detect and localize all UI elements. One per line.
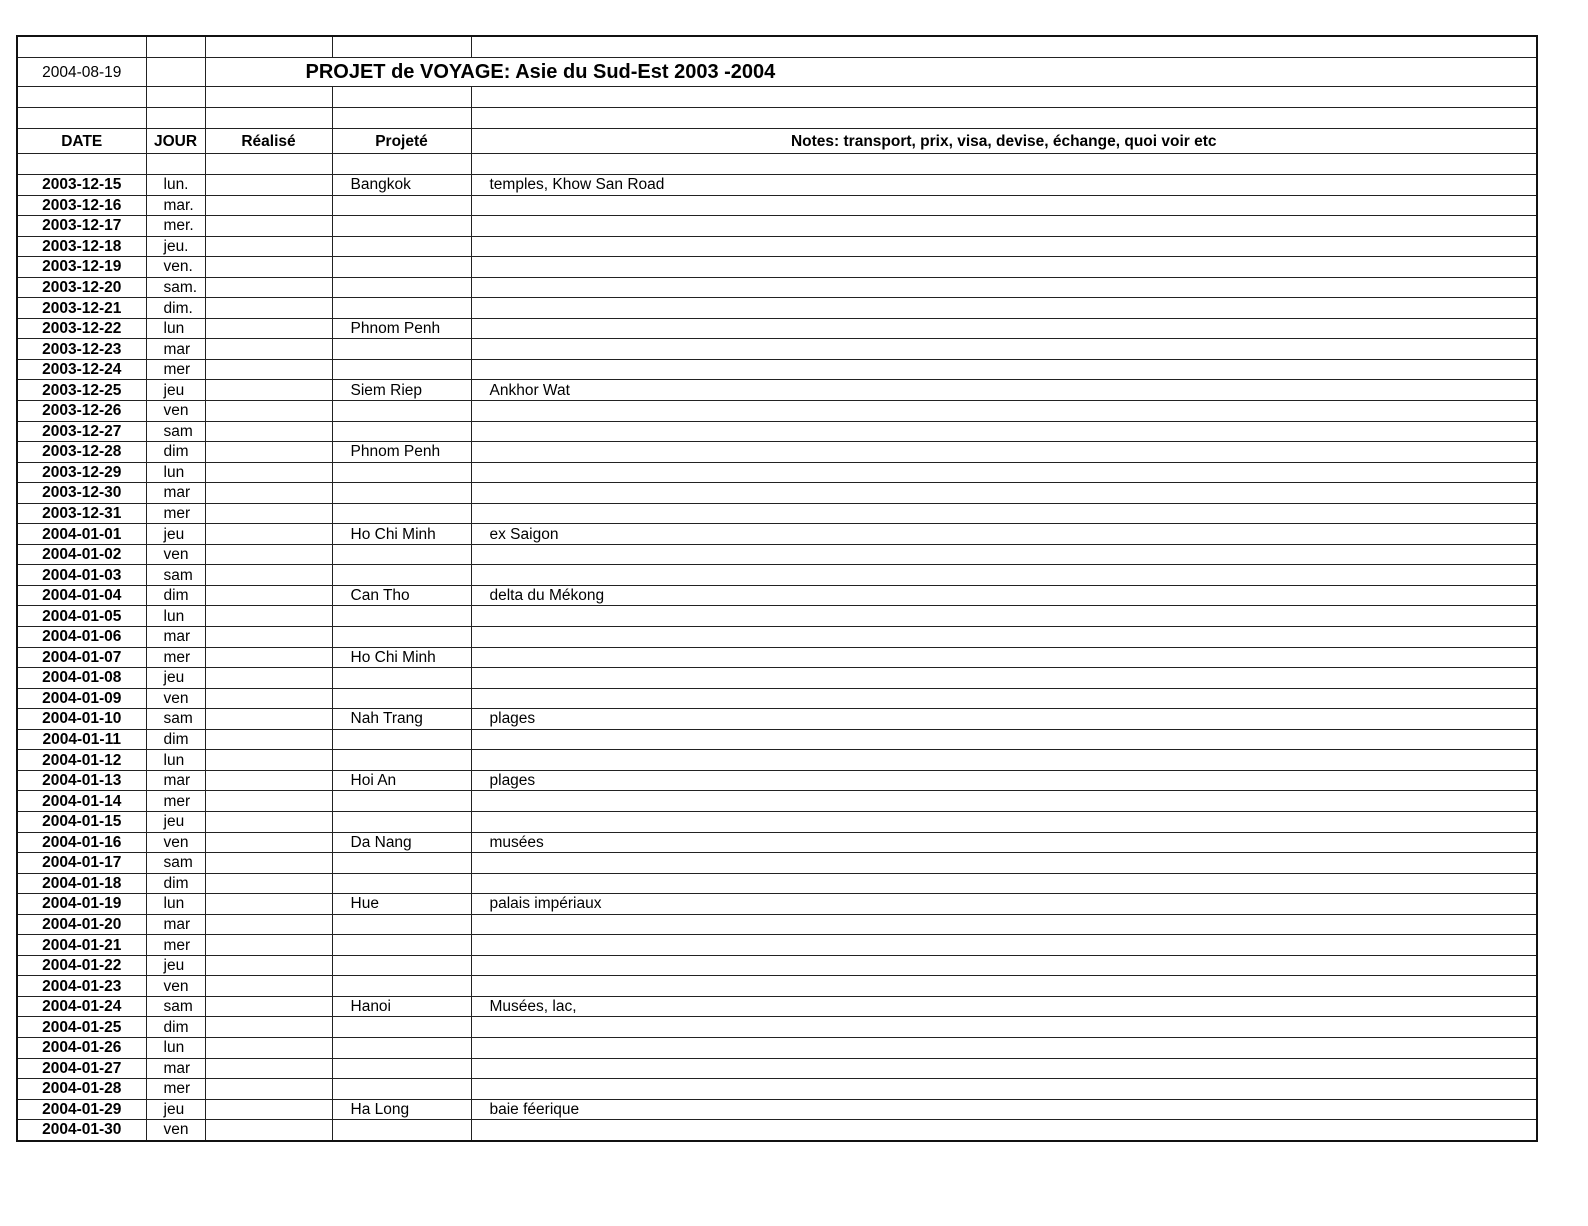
row-projete: Da Nang [332, 832, 471, 853]
row-notes [471, 483, 1537, 504]
header-projete: Projeté [332, 129, 471, 154]
row-date: 2004-01-02 [17, 544, 146, 565]
table-row [17, 1037, 1537, 1058]
header-realise: Réalisé [205, 129, 332, 154]
row-notes [471, 873, 1537, 894]
row-projete [332, 1120, 471, 1141]
row-realise [205, 791, 332, 812]
table-row [17, 216, 1537, 237]
row-jour: lun [146, 750, 205, 771]
row-realise [205, 216, 332, 237]
header-notes: Notes: transport, prix, visa, devise, échange, quoi voir etc [471, 129, 1537, 154]
row-notes [471, 462, 1537, 483]
row-jour: dim [146, 873, 205, 894]
row-notes [471, 935, 1537, 956]
row-projete [332, 195, 471, 216]
row-realise [205, 729, 332, 750]
row-realise [205, 935, 332, 956]
row-notes: delta du Mékong [471, 585, 1537, 606]
table-row [17, 339, 1537, 360]
row-date: 2004-01-04 [17, 585, 146, 606]
row-date: 2004-01-20 [17, 914, 146, 935]
row-date: 2004-01-07 [17, 647, 146, 668]
table-row [17, 380, 1537, 401]
row-date: 2004-01-15 [17, 811, 146, 832]
row-notes [471, 216, 1537, 237]
row-date: 2003-12-19 [17, 257, 146, 278]
table-row [17, 729, 1537, 750]
row-realise [205, 688, 332, 709]
row-projete [332, 401, 471, 422]
row-realise [205, 585, 332, 606]
row-realise [205, 503, 332, 524]
row-realise [205, 647, 332, 668]
row-jour: mar. [146, 195, 205, 216]
row-notes [471, 668, 1537, 689]
table-row [17, 811, 1537, 832]
row-date: 2004-01-23 [17, 976, 146, 997]
row-projete [332, 544, 471, 565]
row-jour: lun [146, 462, 205, 483]
row-projete [332, 339, 471, 360]
table-row [17, 853, 1537, 874]
table-row [17, 873, 1537, 894]
row-realise [205, 195, 332, 216]
row-projete [332, 914, 471, 935]
row-date: 2004-01-24 [17, 996, 146, 1017]
row-realise [205, 257, 332, 278]
row-projete: Ha Long [332, 1099, 471, 1120]
row-jour: lun. [146, 175, 205, 196]
row-projete [332, 565, 471, 586]
row-projete: Ho Chi Minh [332, 647, 471, 668]
table-row [17, 770, 1537, 791]
header-jour: JOUR [146, 129, 205, 154]
row-jour: dim [146, 1017, 205, 1038]
row-projete [332, 955, 471, 976]
row-notes [471, 401, 1537, 422]
row-jour: jeu [146, 1099, 205, 1120]
row-projete [332, 1037, 471, 1058]
row-jour: mar [146, 483, 205, 504]
table-row [17, 1079, 1537, 1100]
row-projete [332, 359, 471, 380]
row-date: 2003-12-22 [17, 318, 146, 339]
row-realise [205, 627, 332, 648]
row-notes: temples, Khow San Road [471, 175, 1537, 196]
row-projete: Nah Trang [332, 709, 471, 730]
row-projete [332, 483, 471, 504]
row-projete: Hanoi [332, 996, 471, 1017]
row-jour: mar [146, 914, 205, 935]
table-row [17, 976, 1537, 997]
row-notes [471, 1058, 1537, 1079]
row-projete [332, 1058, 471, 1079]
row-projete [332, 627, 471, 648]
row-jour: mer [146, 647, 205, 668]
itinerary-table [16, 35, 1538, 1142]
row-projete [332, 668, 471, 689]
row-date: 2004-01-19 [17, 894, 146, 915]
row-jour: mer [146, 791, 205, 812]
row-date: 2004-01-30 [17, 1120, 146, 1141]
row-notes [471, 811, 1537, 832]
spacer-row [17, 108, 1537, 129]
row-realise [205, 853, 332, 874]
table-row [17, 668, 1537, 689]
row-jour: lun [146, 894, 205, 915]
row-jour: jeu. [146, 236, 205, 257]
title-row [17, 58, 1537, 87]
table-row [17, 401, 1537, 422]
row-date: 2003-12-17 [17, 216, 146, 237]
row-jour: ven [146, 1120, 205, 1141]
table-row [17, 996, 1537, 1017]
row-notes [471, 1017, 1537, 1038]
row-projete: Phnom Penh [332, 318, 471, 339]
table-row [17, 606, 1537, 627]
row-projete [332, 606, 471, 627]
row-notes: baie féerique [471, 1099, 1537, 1120]
table-row [17, 503, 1537, 524]
row-date: 2004-01-22 [17, 955, 146, 976]
row-notes [471, 1037, 1537, 1058]
row-projete [332, 688, 471, 709]
table-row [17, 688, 1537, 709]
row-date: 2003-12-28 [17, 442, 146, 463]
row-date: 2003-12-15 [17, 175, 146, 196]
row-realise [205, 832, 332, 853]
row-jour: dim [146, 585, 205, 606]
row-notes [471, 853, 1537, 874]
row-notes [471, 359, 1537, 380]
row-date: 2003-12-24 [17, 359, 146, 380]
row-projete [332, 236, 471, 257]
row-realise [205, 750, 332, 771]
row-notes [471, 565, 1537, 586]
table-row [17, 627, 1537, 648]
row-realise [205, 1099, 332, 1120]
row-date: 2003-12-16 [17, 195, 146, 216]
row-projete [332, 277, 471, 298]
header-date: DATE [17, 129, 146, 154]
row-date: 2004-01-10 [17, 709, 146, 730]
table-row [17, 585, 1537, 606]
row-projete [332, 853, 471, 874]
row-projete [332, 1079, 471, 1100]
row-notes [471, 791, 1537, 812]
row-realise [205, 565, 332, 586]
row-jour: ven [146, 688, 205, 709]
table-row [17, 709, 1537, 730]
row-projete: Bangkok [332, 175, 471, 196]
spacer-row [17, 36, 1537, 58]
row-jour: mar [146, 627, 205, 648]
row-jour: jeu [146, 524, 205, 545]
row-notes [471, 750, 1537, 771]
row-notes: Ankhor Wat [471, 380, 1537, 401]
row-realise [205, 668, 332, 689]
table-row [17, 524, 1537, 545]
row-date: 2004-01-01 [17, 524, 146, 545]
row-realise [205, 894, 332, 915]
row-realise [205, 955, 332, 976]
row-notes [471, 1079, 1537, 1100]
row-realise [205, 483, 332, 504]
row-realise [205, 1120, 332, 1141]
row-jour: mer [146, 1079, 205, 1100]
row-notes [471, 955, 1537, 976]
row-notes [471, 421, 1537, 442]
row-projete [332, 976, 471, 997]
row-jour: sam [146, 421, 205, 442]
row-realise [205, 524, 332, 545]
row-notes [471, 257, 1537, 278]
row-realise [205, 298, 332, 319]
row-jour: jeu [146, 955, 205, 976]
row-realise [205, 462, 332, 483]
row-date: 2003-12-21 [17, 298, 146, 319]
row-jour: ven. [146, 257, 205, 278]
row-date: 2004-01-16 [17, 832, 146, 853]
row-realise [205, 359, 332, 380]
row-notes [471, 442, 1537, 463]
row-date: 2003-12-25 [17, 380, 146, 401]
row-jour: ven [146, 832, 205, 853]
row-realise [205, 1017, 332, 1038]
table-row [17, 791, 1537, 812]
row-projete: Hoi An [332, 770, 471, 791]
row-date: 2003-12-29 [17, 462, 146, 483]
row-projete [332, 935, 471, 956]
row-jour: mer [146, 359, 205, 380]
row-projete [332, 298, 471, 319]
table-row [17, 277, 1537, 298]
row-projete [332, 811, 471, 832]
row-notes: musées [471, 832, 1537, 853]
row-date: 2003-12-18 [17, 236, 146, 257]
row-realise [205, 421, 332, 442]
row-jour: lun [146, 318, 205, 339]
row-realise [205, 811, 332, 832]
row-projete: Can Tho [332, 585, 471, 606]
row-jour: mer. [146, 216, 205, 237]
row-date: 2003-12-27 [17, 421, 146, 442]
row-projete [332, 503, 471, 524]
row-notes [471, 298, 1537, 319]
row-notes [471, 544, 1537, 565]
table-row [17, 421, 1537, 442]
row-realise [205, 873, 332, 894]
table-row [17, 318, 1537, 339]
travel-plan-sheet [16, 35, 1536, 1211]
row-realise [205, 1058, 332, 1079]
row-realise [205, 277, 332, 298]
row-notes: plages [471, 770, 1537, 791]
row-date: 2004-01-08 [17, 668, 146, 689]
row-projete: Ho Chi Minh [332, 524, 471, 545]
table-row [17, 195, 1537, 216]
row-realise [205, 401, 332, 422]
row-projete: Siem Riep [332, 380, 471, 401]
row-notes: plages [471, 709, 1537, 730]
row-notes [471, 729, 1537, 750]
row-jour: jeu [146, 811, 205, 832]
table-row [17, 832, 1537, 853]
row-realise [205, 770, 332, 791]
row-jour: mar [146, 1058, 205, 1079]
row-jour: sam [146, 996, 205, 1017]
row-jour: sam. [146, 277, 205, 298]
row-date: 2004-01-17 [17, 853, 146, 874]
row-notes [471, 976, 1537, 997]
row-date: 2003-12-26 [17, 401, 146, 422]
table-row [17, 647, 1537, 668]
row-jour: jeu [146, 380, 205, 401]
table-row [17, 462, 1537, 483]
row-notes [471, 503, 1537, 524]
row-date: 2004-01-05 [17, 606, 146, 627]
table-row [17, 1017, 1537, 1038]
row-jour: mar [146, 339, 205, 360]
row-realise [205, 914, 332, 935]
row-notes [471, 195, 1537, 216]
row-jour: dim. [146, 298, 205, 319]
table-row [17, 359, 1537, 380]
table-row [17, 1120, 1537, 1141]
row-jour: ven [146, 976, 205, 997]
row-projete [332, 257, 471, 278]
row-date: 2003-12-23 [17, 339, 146, 360]
row-projete [332, 791, 471, 812]
table-row [17, 935, 1537, 956]
row-projete: Phnom Penh [332, 442, 471, 463]
table-row [17, 1058, 1537, 1079]
row-jour: dim [146, 729, 205, 750]
table-row [17, 298, 1537, 319]
table-row [17, 257, 1537, 278]
row-projete [332, 729, 471, 750]
table-row [17, 544, 1537, 565]
header-row [17, 129, 1537, 154]
table-row [17, 750, 1537, 771]
row-realise [205, 1037, 332, 1058]
row-notes [471, 647, 1537, 668]
row-notes [471, 339, 1537, 360]
row-realise [205, 996, 332, 1017]
row-date: 2004-01-29 [17, 1099, 146, 1120]
row-notes [471, 606, 1537, 627]
row-date: 2004-01-14 [17, 791, 146, 812]
row-jour: lun [146, 606, 205, 627]
row-notes [471, 914, 1537, 935]
table-row [17, 483, 1537, 504]
row-projete [332, 462, 471, 483]
row-date: 2004-01-28 [17, 1079, 146, 1100]
row-date: 2004-01-18 [17, 873, 146, 894]
row-date: 2004-01-26 [17, 1037, 146, 1058]
row-jour: mer [146, 935, 205, 956]
row-projete: Hue [332, 894, 471, 915]
row-realise [205, 1079, 332, 1100]
table-row [17, 1099, 1537, 1120]
row-notes [471, 688, 1537, 709]
table-row [17, 565, 1537, 586]
document-date: 2004-08-19 [17, 58, 146, 87]
row-jour: dim [146, 442, 205, 463]
row-notes: Musées, lac, [471, 996, 1537, 1017]
row-date: 2003-12-31 [17, 503, 146, 524]
row-realise [205, 236, 332, 257]
row-notes [471, 627, 1537, 648]
row-projete [332, 873, 471, 894]
table-row [17, 894, 1537, 915]
row-realise [205, 976, 332, 997]
row-projete [332, 750, 471, 771]
table-row [17, 442, 1537, 463]
row-date: 2004-01-27 [17, 1058, 146, 1079]
row-date: 2004-01-13 [17, 770, 146, 791]
row-realise [205, 606, 332, 627]
spacer-row [17, 87, 1537, 108]
row-realise [205, 709, 332, 730]
row-jour: sam [146, 709, 205, 730]
table-row [17, 175, 1537, 196]
row-realise [205, 318, 332, 339]
row-date: 2003-12-30 [17, 483, 146, 504]
row-date: 2004-01-21 [17, 935, 146, 956]
row-realise [205, 442, 332, 463]
row-jour: jeu [146, 668, 205, 689]
row-jour: mer [146, 503, 205, 524]
spacer-row [17, 154, 1537, 175]
row-notes: palais impériaux [471, 894, 1537, 915]
row-realise [205, 175, 332, 196]
row-realise [205, 339, 332, 360]
row-date: 2004-01-25 [17, 1017, 146, 1038]
row-notes [471, 236, 1537, 257]
table-row [17, 236, 1537, 257]
row-notes [471, 1120, 1537, 1141]
row-projete [332, 216, 471, 237]
row-notes: ex Saigon [471, 524, 1537, 545]
table-row [17, 955, 1537, 976]
row-jour: sam [146, 565, 205, 586]
row-date: 2004-01-11 [17, 729, 146, 750]
row-jour: ven [146, 544, 205, 565]
row-jour: sam [146, 853, 205, 874]
row-date: 2003-12-20 [17, 277, 146, 298]
row-jour: ven [146, 401, 205, 422]
row-projete [332, 1017, 471, 1038]
row-jour: mar [146, 770, 205, 791]
row-date: 2004-01-09 [17, 688, 146, 709]
row-date: 2004-01-03 [17, 565, 146, 586]
table-row [17, 914, 1537, 935]
row-date: 2004-01-12 [17, 750, 146, 771]
row-realise [205, 544, 332, 565]
document-title: PROJET de VOYAGE: Asie du Sud-Est 2003 -2004 [205, 58, 1537, 87]
row-projete [332, 421, 471, 442]
row-realise [205, 380, 332, 401]
row-notes [471, 318, 1537, 339]
row-jour: lun [146, 1037, 205, 1058]
row-notes [471, 277, 1537, 298]
row-date: 2004-01-06 [17, 627, 146, 648]
